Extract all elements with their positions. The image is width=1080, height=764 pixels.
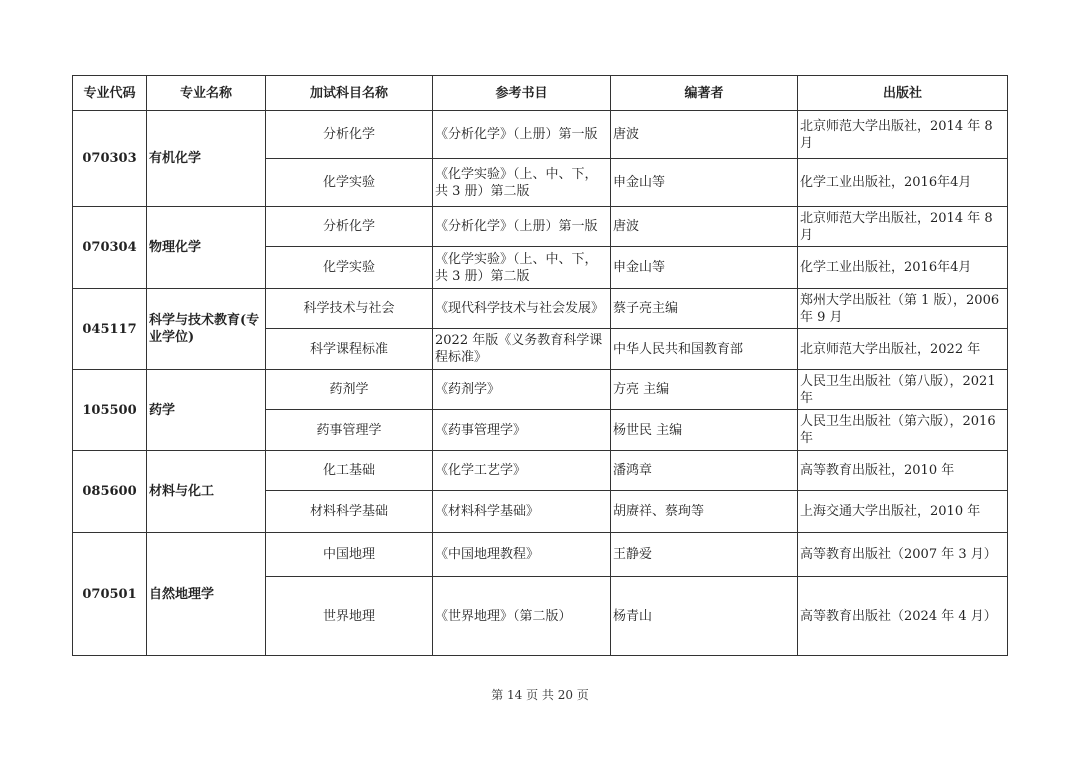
book-cell: 《世界地理》（第二版） (433, 577, 611, 656)
book-cell: 《药事管理学》 (433, 410, 611, 451)
major-name-cell: 材料与化工 (147, 451, 266, 533)
major-code-cell: 045117 (73, 289, 147, 370)
publisher-cell: 人民卫生出版社（第六版），2016 年 (798, 410, 1008, 451)
author-cell: 申金山等 (611, 247, 798, 289)
subject-cell: 科学技术与社会 (266, 289, 433, 329)
subject-cell: 中国地理 (266, 533, 433, 577)
book-cell: 《中国地理教程》 (433, 533, 611, 577)
table-row (73, 533, 1008, 577)
author-cell: 杨世民 主编 (611, 410, 798, 451)
book-cell: 《分析化学》（上册）第一版 (433, 207, 611, 247)
publisher-cell: 高等教育出版社（2007 年 3 月） (798, 533, 1008, 577)
header-major-code: 专业代码 (73, 76, 147, 111)
page-number-footer: 第 14 页 共 20 页 (491, 688, 589, 702)
table-header-row (73, 76, 1008, 111)
author-cell: 王静爱 (611, 533, 798, 577)
publisher-cell: 化学工业出版社，2016年4月 (798, 159, 1008, 207)
publisher-cell: 高等教育出版社，2010 年 (798, 451, 1008, 491)
header-publisher: 出版社 (798, 76, 1008, 111)
book-cell: 《现代科学技术与社会发展》 (433, 289, 611, 329)
book-cell: 《化学实验》（上、中、下，共 3 册）第二版 (433, 159, 611, 207)
major-name-cell: 物理化学 (147, 207, 266, 289)
publisher-cell: 北京师范大学出版社，2014 年 8 月 (798, 111, 1008, 159)
subject-cell: 化工基础 (266, 451, 433, 491)
publisher-cell: 郑州大学出版社（第 1 版），2006 年 9 月 (798, 289, 1008, 329)
author-cell: 唐波 (611, 111, 798, 159)
major-code-cell: 085600 (73, 451, 147, 533)
major-code-cell: 070304 (73, 207, 147, 289)
subject-cell: 化学实验 (266, 159, 433, 207)
major-code-cell: 070501 (73, 533, 147, 656)
major-code-cell: 070303 (73, 111, 147, 207)
major-name-cell: 自然地理学 (147, 533, 266, 656)
major-code-cell: 105500 (73, 370, 147, 451)
header-subject-name: 加试科目名称 (266, 76, 433, 111)
author-cell: 胡赓祥、蔡珣等 (611, 491, 798, 533)
header-author: 编著者 (611, 76, 798, 111)
subject-cell: 世界地理 (266, 577, 433, 656)
publisher-cell: 人民卫生出版社（第八版），2021 年 (798, 370, 1008, 410)
author-cell: 杨青山 (611, 577, 798, 656)
subject-cell: 科学课程标准 (266, 329, 433, 370)
book-cell: 《化学工艺学》 (433, 451, 611, 491)
book-cell: 《材料科学基础》 (433, 491, 611, 533)
publisher-cell: 高等教育出版社（2024 年 4 月） (798, 577, 1008, 656)
table-row (73, 451, 1008, 491)
author-cell: 方亮 主编 (611, 370, 798, 410)
publisher-cell: 上海交通大学出版社，2010 年 (798, 491, 1008, 533)
table-row (73, 111, 1008, 159)
book-cell: 2022 年版《义务教育科学课程标准》 (433, 329, 611, 370)
subject-cell: 药剂学 (266, 370, 433, 410)
book-cell: 《药剂学》 (433, 370, 611, 410)
subject-cell: 药事管理学 (266, 410, 433, 451)
book-cell: 《化学实验》（上、中、下，共 3 册）第二版 (433, 247, 611, 289)
publisher-cell: 北京师范大学出版社，2022 年 (798, 329, 1008, 370)
subject-cell: 分析化学 (266, 207, 433, 247)
subject-cell: 分析化学 (266, 111, 433, 159)
publisher-cell: 北京师范大学出版社，2014 年 8 月 (798, 207, 1008, 247)
reference-books-table (72, 75, 1008, 656)
table-row (73, 289, 1008, 329)
subject-cell: 材料科学基础 (266, 491, 433, 533)
publisher-cell: 化学工业出版社，2016年4月 (798, 247, 1008, 289)
header-major-name: 专业名称 (147, 76, 266, 111)
header-reference-book: 参考书目 (433, 76, 611, 111)
author-cell: 唐波 (611, 207, 798, 247)
author-cell: 申金山等 (611, 159, 798, 207)
major-name-cell: 有机化学 (147, 111, 266, 207)
subject-cell: 化学实验 (266, 247, 433, 289)
author-cell: 蔡子亮主编 (611, 289, 798, 329)
book-cell: 《分析化学》（上册）第一版 (433, 111, 611, 159)
author-cell: 中华人民共和国教育部 (611, 329, 798, 370)
table-row (73, 370, 1008, 410)
author-cell: 潘鸿章 (611, 451, 798, 491)
major-name-cell: 药学 (147, 370, 266, 451)
major-name-cell: 科学与技术教育(专业学位) (147, 289, 266, 370)
table-row (73, 207, 1008, 247)
